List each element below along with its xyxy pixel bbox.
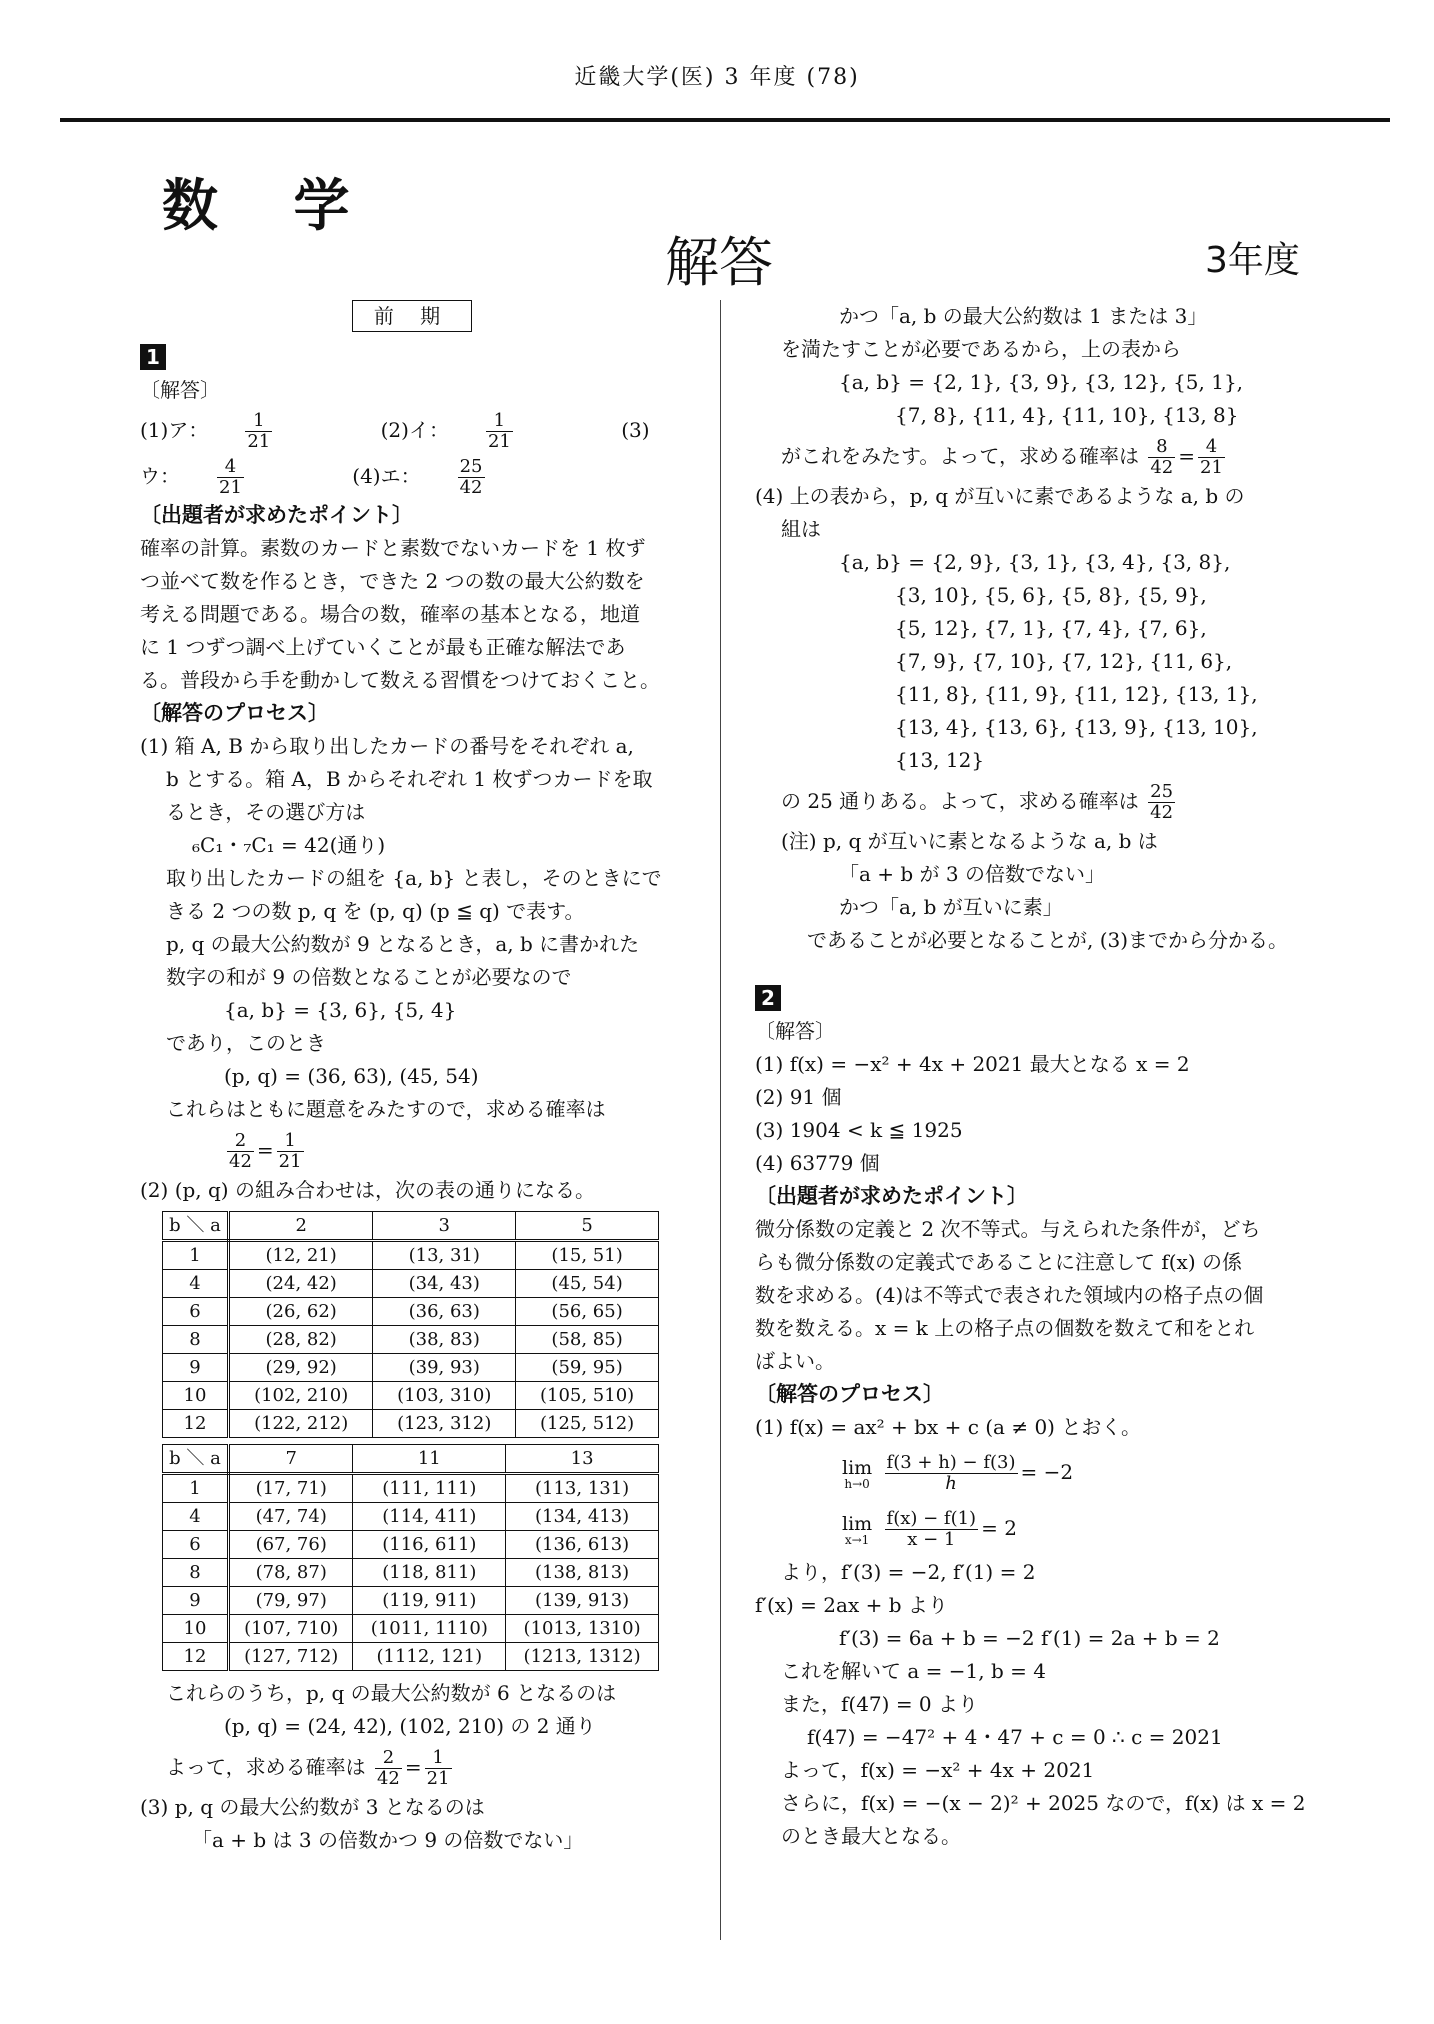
process-line: f′(x) = 2ax + b より (755, 1593, 948, 1617)
table-row: 6 (67, 76) (116, 611) (136, 613) (163, 1531, 659, 1559)
answer-2: (2)イ： $\frac{1}{21}$ (380, 410, 511, 452)
answer-3: (3)ウ： $\frac{4}{21}$ (140, 418, 650, 498)
question-2-number: 2 (755, 985, 781, 1011)
point-line: らも微分係数の定義式であることに注意して f(x) の係 (755, 1250, 1243, 1274)
process-line: のとき最大となる。 (781, 1824, 961, 1848)
process-line: 「a + b は 3 の倍数かつ 9 の倍数でない」 (192, 1828, 584, 1852)
table-row: 9 (79, 97) (119, 911) (139, 913) (163, 1587, 659, 1615)
process-line: (p, q) = (36, 63), (45, 54) (224, 1064, 479, 1088)
process-line: b とする。箱 A，B からそれぞれ 1 枚ずつカードを取 (166, 767, 653, 791)
left-column (140, 300, 680, 1857)
point-line: 考える問題である。場合の数，確率の基本となる，地道 (140, 602, 640, 626)
right-column (755, 300, 1315, 1853)
process-line: f(47) = −47² + 4・47 + c = 0 ∴ c = 2021 (807, 1725, 1223, 1749)
process-line: {a, b} = {3, 6}, {5, 4} (224, 998, 457, 1022)
process-line: 組は (781, 517, 821, 541)
year-label: 3年度 (1205, 240, 1300, 281)
answer-line: (1) f(x) = −x² + 4x + 2021 最大となる x = 2 (755, 1052, 1190, 1076)
probability-line: がこれをみたす。よって，求める確率は $\frac{8}{42}$ = $\frac{4}{21}$ (781, 436, 1223, 478)
probability-fraction: $\frac{2}{42}$ = $\frac{1}{21}$ (229, 1130, 302, 1172)
table-row: 12 (127, 712) (1112, 121) (1213, 1312) (163, 1643, 659, 1671)
table-row: 10 (107, 710) (1011, 1110) (1013, 1310) (163, 1615, 659, 1643)
process-line: {7, 9}, {7, 10}, {7, 12}, {11, 6}, (895, 649, 1233, 673)
table-row: 10 (102, 210) (103, 310) (105, 510) (163, 1382, 659, 1410)
point-line: に 1 つずつ調べ上げていくことが最も正確な解法であ (140, 635, 626, 659)
point-heading: 〔出題者が求めたポイント〕 (755, 1184, 1028, 1208)
process-line: (1) 箱 A, B から取り出したカードの番号をそれぞれ a, (140, 734, 634, 758)
point-line: 微分係数の定義と 2 次不等式。与えられた条件が，どち (755, 1217, 1261, 1241)
process-line: これらはともに題意をみたすので，求める確率は (166, 1097, 606, 1121)
process-line: かつ「a, b の最大公約数は 1 または 3」 (839, 304, 1208, 328)
process-line: (1) f(x) = ax² + bx + c (a ≠ 0) とおく。 (755, 1415, 1141, 1439)
table-row: 12 (122, 212) (123, 312) (125, 512) (163, 1410, 659, 1438)
point-line: る。普段から手を動かして数える習慣をつけておくこと。 (140, 668, 660, 692)
page-header: 近畿大学(医) 3 年度 (78) (574, 65, 860, 90)
process-line: 取り出したカードの組を {a, b} と表し，そのときにで (166, 866, 662, 890)
header-rule (60, 118, 1390, 122)
table-row: 4 (24, 42) (34, 43) (45, 54) (163, 1270, 659, 1298)
process-line: (p, q) = (24, 42), (102, 210) の 2 通り (224, 1714, 596, 1738)
probability-line: の 25 通りある。よって，求める確率は $\frac{25}{42}$ (781, 781, 1174, 823)
point-line: 数を求める。(4)は不等式で表された領域内の格子点の個 (755, 1283, 1264, 1307)
answer-1: (1)ア： $\frac{1}{21}$ (140, 410, 271, 452)
process-line: ₆C₁・₇C₁ = 42(通り) (192, 833, 386, 857)
answer-title: 解答 (665, 231, 773, 294)
process-line: を満たすことが必要であるから，上の表から (781, 337, 1181, 361)
answer-4: (4)エ： $\frac{25}{42}$ (352, 456, 483, 498)
process-line: これらのうち，p, q の最大公約数が 6 となるのは (166, 1681, 617, 1705)
process-line: であり，このとき (166, 1031, 326, 1055)
question-1-number: 1 (140, 344, 166, 370)
point-line: ばよい。 (755, 1349, 835, 1373)
note-line: (注) p, q が互いに素となるような a, b は (781, 829, 1158, 853)
point-line: 数を数える。x = k 上の格子点の個数を数えて和をとれ (755, 1316, 1255, 1340)
table-row: 6 (26, 62) (36, 63) (56, 65) (163, 1298, 659, 1326)
answer-line: (4) 63779 個 (755, 1151, 880, 1175)
point-line: 確率の計算。素数のカードと素数でないカードを 1 枚ず (140, 536, 646, 560)
pq-table-1: b ＼ a 2 3 5 1 (12, 21) (13, 31) (15, 51) 4 (24, 42) (34, 43) (45, 54) 6 (26, 62) (36, 63) (56, 65) 8 (28, 82) (38, 83) (58, 85) 9 (29, 92) (39, 93) (59, 95) 10 (102, 210) (103, 310) (105, 510) 12 (122, 212) (123, 312) (125, 512) (162, 1211, 659, 1438)
process-heading: 〔解答のプロセス〕 (755, 1382, 944, 1406)
table-row: 9 (29, 92) (39, 93) (59, 95) (163, 1354, 659, 1382)
process-line: {7, 8}, {11, 4}, {11, 10}, {13, 8} (895, 403, 1239, 427)
process-line: さらに，f(x) = −(x − 2)² + 2025 なので，f(x) は x = 2 (781, 1791, 1306, 1815)
note-line: かつ「a, b が互いに素」 (839, 895, 1063, 919)
process-line: (2) (p, q) の組み合わせは，次の表の通りになる。 (140, 1178, 595, 1202)
note-line: 「a + b が 3 の倍数でない」 (839, 862, 1105, 886)
column-divider (720, 300, 721, 1940)
process-line: {11, 8}, {11, 9}, {11, 12}, {13, 1}, (895, 682, 1258, 706)
process-line: {3, 10}, {5, 6}, {5, 8}, {5, 9}, (895, 583, 1207, 607)
process-heading: 〔解答のプロセス〕 (140, 701, 329, 725)
process-line: {13, 4}, {13, 6}, {13, 9}, {13, 10}, (895, 715, 1258, 739)
table-row: 8 (28, 82) (38, 83) (58, 85) (163, 1326, 659, 1354)
process-line: これを解いて a = −1, b = 4 (781, 1659, 1046, 1683)
process-line: 数字の和が 9 の倍数となることが必要なので (166, 965, 572, 989)
process-line: (4) 上の表から，p, q が互いに素であるような a, b の (755, 484, 1245, 508)
answer-row (140, 407, 680, 499)
process-line: p, q の最大公約数が 9 となるとき，a, b に書かれた (166, 932, 640, 956)
process-line: るとき，その選び方は (166, 800, 366, 824)
answer-line: (3) 1904 < k ≦ 1925 (755, 1118, 963, 1142)
subject-title: 数 学 (162, 174, 378, 239)
process-line: より，f′(3) = −2, f′(1) = 2 (781, 1560, 1036, 1584)
period-box: 前 期 (352, 300, 472, 332)
process-line: {5, 12}, {7, 1}, {7, 4}, {7, 6}, (895, 616, 1207, 640)
table-row: 1 (12, 21) (13, 31) (15, 51) (163, 1241, 659, 1270)
process-line: きる 2 つの数 p, q を (p, q) (p ≦ q) で表す。 (166, 899, 585, 923)
pq-table-2: b ＼ a 7 11 13 1 (17, 71) (111, 111) (113, 131) 4 (47, 74) (114, 411) (134, 413) 6 (67, 76) (116, 611) (136, 613) 8 (78, 87) (118, 811) (138, 813) 9 (79, 97) (119, 911) (139, 913) 10 (107, 710) (1011, 1110) (1013, 1310) 12 (127, 712) (1112, 121) (1213, 1312) (162, 1444, 659, 1671)
limit-expression-1: lim h→0 $\frac{f(3 + h) - f(3)}{h}$ = −2 (842, 1452, 1074, 1494)
table-row: 8 (78, 87) (118, 811) (138, 813) (163, 1559, 659, 1587)
point-heading: 〔出題者が求めたポイント〕 (140, 503, 413, 527)
process-line: {a, b} = {2, 9}, {3, 1}, {3, 4}, {3, 8}, (839, 550, 1231, 574)
answer-heading: 〔解答〕 (140, 378, 220, 402)
answer-heading: 〔解答〕 (755, 1019, 835, 1043)
probability-line: よって，求める確率は $\frac{2}{42}$ = $\frac{1}{21}$ (166, 1747, 450, 1789)
note-line: であることが必要となることが, (3)までから分かる。 (807, 928, 1289, 952)
table-row: 4 (47, 74) (114, 411) (134, 413) (163, 1503, 659, 1531)
process-line: {13, 12} (895, 748, 985, 772)
table-row: 1 (17, 71) (111, 111) (113, 131) (163, 1474, 659, 1503)
process-line: よって，f(x) = −x² + 4x + 2021 (781, 1758, 1095, 1782)
process-line: {a, b} = {2, 1}, {3, 9}, {3, 12}, {5, 1}, (839, 370, 1244, 394)
process-line: f′(3) = 6a + b = −2 f′(1) = 2a + b = 2 (839, 1626, 1220, 1650)
answer-line: (2) 91 個 (755, 1085, 842, 1109)
point-line: つ並べて数を作るとき，できた 2 つの数の最大公約数を (140, 569, 645, 593)
process-line: (3) p, q の最大公約数が 3 となるのは (140, 1795, 485, 1819)
process-line: また，f(47) = 0 より (781, 1692, 979, 1716)
limit-expression-2: lim x→1 $\frac{f(x) - f(1)}{x - 1}$ = 2 (842, 1508, 1017, 1550)
